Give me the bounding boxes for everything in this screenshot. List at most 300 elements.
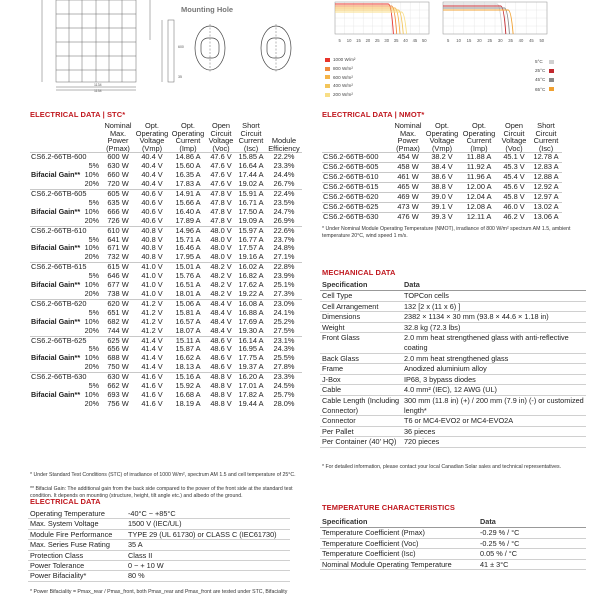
nmot-cell: 39.0 V bbox=[424, 193, 460, 203]
mech-spec: Frame bbox=[320, 364, 402, 375]
gain-percent: 5% bbox=[88, 161, 99, 171]
stc-gain-row bbox=[30, 400, 302, 409]
model-name: CS6.2-66TB-610 bbox=[30, 226, 102, 235]
temp-title: TEMPERATURE CHARACTERISTICS bbox=[322, 503, 455, 512]
stc-cell: 48.2 V bbox=[206, 263, 236, 272]
stc-cell: 600 W bbox=[102, 153, 134, 162]
nmot-cell: 45.8 V bbox=[498, 193, 530, 203]
mech-row bbox=[320, 301, 586, 312]
mech-value: T6 or MC4-EVO2 or MC4-EVO2A bbox=[402, 416, 586, 427]
side-profile-drawing bbox=[158, 18, 188, 88]
dim-label-width: 1134 bbox=[94, 83, 102, 87]
nmot-cell: 473 W bbox=[392, 202, 424, 212]
bifacial-gain-label: Bifacial Gain** bbox=[31, 206, 81, 216]
stc-cell: 17.95 A bbox=[175, 252, 201, 262]
nmot-cell: 465 W bbox=[392, 183, 424, 193]
elec-row bbox=[28, 529, 290, 539]
elec-spec: Max. Series Fuse Rating bbox=[28, 540, 126, 550]
stc-cell: 16.40 A bbox=[175, 206, 201, 216]
temp-row bbox=[320, 528, 586, 539]
stc-cell: 48.6 V bbox=[210, 344, 232, 354]
stc-cell: 41.6 V bbox=[141, 381, 163, 391]
stc-cell: 16.51 A bbox=[175, 280, 201, 290]
series-line bbox=[443, 4, 502, 34]
model-name: CS6.2-66TB-615 bbox=[30, 263, 102, 272]
mech-value: 300 mm (11.8 in) (+) / 200 mm (7.9 in) (-) or customized length* bbox=[402, 395, 586, 415]
stc-cell: 41.6 V bbox=[141, 389, 163, 399]
mech-value: 2.0 mm heat strengthened glass bbox=[402, 353, 586, 364]
tick-label: 5 bbox=[447, 38, 450, 43]
stc-cell: 23.9% bbox=[273, 271, 295, 281]
temp-col-data: Data bbox=[478, 516, 586, 528]
nmot-row bbox=[322, 153, 562, 163]
mech-row bbox=[320, 364, 586, 375]
nmot-cell: 38.4 V bbox=[424, 163, 460, 173]
mech-title: MECHANICAL DATA bbox=[322, 268, 396, 277]
stc-cell: 15.81 A bbox=[175, 307, 201, 317]
stc-cell: 671 W bbox=[107, 243, 129, 253]
nmot-cell: 12.00 A bbox=[460, 183, 498, 193]
gain-percent: 5% bbox=[88, 234, 99, 244]
stc-cell: 641 W bbox=[107, 234, 129, 244]
mounting-hole-label: Mounting Hole bbox=[181, 5, 234, 14]
mech-col-spec: Specification bbox=[320, 279, 402, 291]
elec-spec: Operating Temperature bbox=[28, 509, 126, 519]
tick-label: 20 bbox=[365, 38, 371, 43]
elec-title: ELECTRICAL DATA bbox=[30, 497, 101, 506]
stc-cell: 26.9% bbox=[273, 215, 295, 225]
stc-cell: 16.20 A bbox=[236, 373, 266, 382]
nmot-cell: 461 W bbox=[392, 173, 424, 183]
mech-row bbox=[320, 385, 586, 396]
nmot-header: Opt. Operating Current (Imp) bbox=[462, 121, 496, 153]
stc-cell: 651 W bbox=[107, 307, 129, 317]
stc-cell: 15.85 A bbox=[236, 153, 266, 162]
stc-cell: 16.35 A bbox=[175, 170, 201, 180]
stc-cell: 17.57 A bbox=[238, 243, 264, 253]
gain-percent: 20% bbox=[84, 288, 99, 298]
nmot-cell: 45.4 V bbox=[498, 173, 530, 183]
nmot-table-wrap bbox=[322, 122, 562, 222]
nmot-cell: 454 W bbox=[392, 153, 424, 163]
mech-value: 2.0 mm heat strengthened glass with anti-reflective coating bbox=[402, 333, 586, 353]
mech-row bbox=[320, 437, 586, 448]
bifacial-gain-label: Bifacial Gain** bbox=[31, 243, 81, 253]
tick-label: 40 bbox=[403, 38, 408, 43]
stc-cell: 40.8 V bbox=[134, 226, 170, 235]
temp-row bbox=[320, 549, 586, 560]
stc-table bbox=[30, 122, 302, 409]
stc-gain-row bbox=[30, 327, 302, 336]
stc-cell: 41.0 V bbox=[141, 288, 163, 298]
temp-value: 41 ± 3°C bbox=[478, 559, 586, 570]
stc-cell: 48.0 V bbox=[210, 234, 232, 244]
stc-table-wrap bbox=[30, 122, 302, 409]
mech-col-data: Data bbox=[402, 279, 586, 291]
stc-cell: 605 W bbox=[102, 190, 134, 199]
stc-cell: 15.87 A bbox=[175, 344, 201, 354]
mech-spec: Cell Arrangement bbox=[320, 301, 402, 312]
elec-value: 0 ~ + 10 W bbox=[126, 561, 290, 571]
stc-header: Nominal Max. Power (Pmax) bbox=[104, 121, 132, 153]
stc-cell: 48.4 V bbox=[210, 325, 232, 335]
legend-item: 25°C bbox=[535, 66, 557, 75]
mech-spec: J-Box bbox=[320, 374, 402, 385]
elec-row bbox=[28, 550, 290, 560]
iv-chart-temperature bbox=[441, 0, 551, 44]
gain-percent: 20% bbox=[84, 398, 99, 408]
stc-cell: 47.6 V bbox=[210, 179, 232, 189]
elec-value: Class II bbox=[126, 550, 290, 560]
stc-header: Open Circuit Voltage (Voc) bbox=[208, 121, 234, 153]
stc-cell: 720 W bbox=[107, 179, 129, 189]
stc-cell: 17.75 A bbox=[238, 353, 264, 363]
stc-cell: 40.6 V bbox=[141, 206, 163, 216]
stc-cell: 15.11 A bbox=[170, 336, 206, 345]
temp-spec: Nominal Module Operating Temperature bbox=[320, 559, 478, 570]
nmot-cell: 39.1 V bbox=[424, 202, 460, 212]
stc-cell: 646 W bbox=[107, 271, 129, 281]
stc-cell: 41.2 V bbox=[141, 307, 163, 317]
stc-cell: 17.44 A bbox=[238, 170, 264, 180]
mech-table bbox=[320, 279, 586, 448]
temp-value: -0.29 % / °C bbox=[478, 528, 586, 539]
bifacial-gain-label: Bifacial Gain** bbox=[31, 316, 81, 326]
elec-note: * Power Bifaciality = Pmax_rear / Pmax_front, both Pmax_rear and Pmax_front are tested under STC, Bifaciality bbox=[30, 589, 288, 595]
elec-spec: Power Bifaciality* bbox=[28, 571, 126, 581]
stc-cell: 47.8 V bbox=[210, 206, 232, 216]
nmot-cell: 12.92 A bbox=[530, 183, 562, 193]
model-name: CS6.2-66TB-600 bbox=[322, 153, 392, 163]
stc-cell: 15.76 A bbox=[175, 271, 201, 281]
nmot-row bbox=[322, 183, 562, 193]
tick-label: 30 bbox=[384, 38, 390, 43]
gain-percent: 10% bbox=[84, 353, 99, 363]
mech-value: 132 [2 x (11 x 6) ] bbox=[402, 301, 586, 312]
nmot-cell: 12.04 A bbox=[460, 193, 498, 203]
elec-spec: Module Fire Performance bbox=[28, 529, 126, 539]
model-name: CS6.2-66TB-600 bbox=[30, 153, 102, 162]
stc-cell: 48.4 V bbox=[206, 299, 236, 308]
stc-cell: 16.46 A bbox=[175, 243, 201, 253]
mech-row bbox=[320, 426, 586, 437]
stc-cell: 750 W bbox=[107, 362, 129, 372]
gain-percent: 10% bbox=[84, 243, 99, 253]
model-name: CS6.2-66TB-615 bbox=[322, 183, 392, 193]
stc-cell: 48.0 V bbox=[210, 252, 232, 262]
nmot-cell: 476 W bbox=[392, 212, 424, 221]
stc-header: Module Efficiency bbox=[268, 136, 300, 153]
stc-cell: 662 W bbox=[107, 381, 129, 391]
mounting-hole-drawing bbox=[190, 20, 302, 78]
bifacial-gain-label: Bifacial Gain** bbox=[31, 280, 81, 290]
dim-label-height: 600 bbox=[178, 45, 184, 49]
stc-cell: 27.8% bbox=[273, 362, 295, 372]
mech-spec: Weight bbox=[320, 322, 402, 333]
stc-cell: 48.0 V bbox=[210, 243, 232, 253]
stc-cell: 16.08 A bbox=[236, 299, 266, 308]
elec-row bbox=[28, 571, 290, 581]
temp-spec: Temperature Coefficient (Voc) bbox=[320, 538, 478, 549]
stc-cell: 48.0 V bbox=[206, 226, 236, 235]
nmot-cell: 13.02 A bbox=[530, 202, 562, 212]
stc-cell: 27.1% bbox=[273, 252, 295, 262]
nmot-row bbox=[322, 202, 562, 212]
nmot-cell: 11.88 A bbox=[460, 153, 498, 163]
stc-cell: 24.4% bbox=[273, 170, 295, 180]
nmot-cell: 12.97 A bbox=[530, 193, 562, 203]
gain-percent: 5% bbox=[88, 344, 99, 354]
stc-cell: 14.96 A bbox=[170, 226, 206, 235]
elec-spec: Power Tolerance bbox=[28, 561, 126, 571]
legend-item: 600 W/m² bbox=[325, 74, 355, 83]
mech-value: 2382 × 1134 × 30 mm (93.8 × 44.6 × 1.18 in) bbox=[402, 312, 586, 323]
elec-spec: Protection Class bbox=[28, 550, 126, 560]
stc-cell: 23.7% bbox=[273, 234, 295, 244]
stc-cell: 17.89 A bbox=[175, 215, 201, 225]
stc-cell: 16.14 A bbox=[236, 336, 266, 345]
stc-cell: 17.01 A bbox=[238, 381, 264, 391]
mech-row bbox=[320, 416, 586, 427]
mech-value: 36 pieces bbox=[402, 426, 586, 437]
model-name: CS6.2-66TB-625 bbox=[30, 336, 102, 345]
stc-cell: 16.62 A bbox=[175, 353, 201, 363]
stc-cell: 24.3% bbox=[273, 344, 295, 354]
stc-header: Short Circuit Current (Isc) bbox=[238, 121, 264, 153]
elec-value: 80 % bbox=[126, 571, 290, 581]
elec-value: TYPE 29 (UL 61730) or CLASS C (IEC61730) bbox=[126, 529, 290, 539]
stc-cell: 40.6 V bbox=[134, 190, 170, 199]
stc-cell: 41.0 V bbox=[141, 280, 163, 290]
stc-cell: 726 W bbox=[107, 215, 129, 225]
elec-value: 35 A bbox=[126, 540, 290, 550]
model-name: CS6.2-66TB-605 bbox=[30, 190, 102, 199]
stc-cell: 40.8 V bbox=[141, 252, 163, 262]
legend-item: 400 W/m² bbox=[325, 82, 355, 91]
mech-value: TOPCon cells bbox=[402, 291, 586, 302]
nmot-cell: 12.08 A bbox=[460, 202, 498, 212]
nmot-note: * Under Nominal Module Operating Temperature (NMOT), irradiance of 800 W/m² spectrum AM 1.5, ambient temperature 20°C, wind speed 1 m/s. bbox=[322, 226, 571, 239]
stc-cell: 41.4 V bbox=[141, 362, 163, 372]
gain-percent: 20% bbox=[84, 325, 99, 335]
stc-cell: 48.6 V bbox=[210, 362, 232, 372]
stc-cell: 14.91 A bbox=[170, 190, 206, 199]
dim-label-outer: 1134 bbox=[94, 89, 102, 92]
tick-label: 45 bbox=[529, 38, 534, 43]
tick-label: 25 bbox=[487, 38, 493, 43]
stc-cell: 16.77 A bbox=[238, 234, 264, 244]
stc-cell: 48.4 V bbox=[210, 316, 232, 326]
nmot-cell: 45.1 V bbox=[498, 153, 530, 163]
stc-cell: 15.97 A bbox=[236, 226, 266, 235]
gain-label bbox=[30, 290, 102, 299]
mech-note: * For detailed information, please contact your local Canadian Solar sales and technical representatives. bbox=[322, 464, 562, 470]
nmot-cell: 12.83 A bbox=[530, 163, 562, 173]
stc-cell: 610 W bbox=[102, 226, 134, 235]
stc-cell: 682 W bbox=[107, 316, 129, 326]
stc-cell: 16.71 A bbox=[238, 197, 264, 207]
stc-cell: 19.44 A bbox=[238, 398, 264, 408]
mech-row bbox=[320, 395, 586, 415]
stc-cell: 41.6 V bbox=[141, 398, 163, 408]
gain-percent: 10% bbox=[84, 316, 99, 326]
stc-cell: 16.02 A bbox=[236, 263, 266, 272]
nmot-cell: 38.2 V bbox=[424, 153, 460, 163]
gain-percent: 5% bbox=[88, 307, 99, 317]
bifacial-gain-label: Bifacial Gain** bbox=[31, 353, 81, 363]
stc-cell: 738 W bbox=[107, 288, 129, 298]
mech-row bbox=[320, 333, 586, 353]
nmot-row bbox=[322, 212, 562, 221]
stc-cell: 677 W bbox=[107, 280, 129, 290]
stc-cell: 40.8 V bbox=[141, 243, 163, 253]
tick-label: 10 bbox=[346, 38, 352, 43]
temp-row bbox=[320, 559, 586, 570]
nmot-cell: 46.0 V bbox=[498, 202, 530, 212]
stc-cell: 16.95 A bbox=[238, 344, 264, 354]
nmot-cell: 11.96 A bbox=[460, 173, 498, 183]
stc-cell: 40.6 V bbox=[141, 197, 163, 207]
mech-value: 4.0 mm² (IEC), 12 AWG (UL) bbox=[402, 385, 586, 396]
temp-table bbox=[320, 516, 586, 570]
stc-cell: 41.4 V bbox=[141, 344, 163, 354]
tick-label: 45 bbox=[412, 38, 418, 43]
stc-cell: 47.8 V bbox=[210, 197, 232, 207]
tick-label: 40 bbox=[518, 38, 524, 43]
nmot-cell: 38.8 V bbox=[424, 183, 460, 193]
gain-percent: 5% bbox=[88, 381, 99, 391]
stc-cell: 22.4% bbox=[266, 190, 302, 199]
temp-value: 0.05 % / °C bbox=[478, 549, 586, 560]
stc-cell: 17.83 A bbox=[175, 179, 201, 189]
stc-cell: 41.4 V bbox=[141, 353, 163, 363]
mech-row bbox=[320, 353, 586, 364]
nmot-header: Nominal Max. Power (Pmax) bbox=[394, 121, 422, 153]
stc-header: Opt. Operating Current (Imp) bbox=[171, 121, 205, 153]
stc-cell: 15.66 A bbox=[175, 197, 201, 207]
stc-cell: 40.4 V bbox=[141, 161, 163, 171]
nmot-cell: 11.92 A bbox=[460, 163, 498, 173]
stc-cell: 15.06 A bbox=[170, 299, 206, 308]
tick-label: 5 bbox=[338, 38, 341, 43]
mech-spec: Cable bbox=[320, 385, 402, 396]
stc-cell: 41.4 V bbox=[134, 336, 170, 345]
nmot-cell: 12.78 A bbox=[530, 153, 562, 163]
stc-cell: 28.0% bbox=[273, 398, 295, 408]
stc-cell: 25.1% bbox=[273, 280, 295, 290]
gain-percent: 10% bbox=[84, 389, 99, 399]
elec-value: 1500 V (IEC/UL) bbox=[126, 519, 290, 529]
nmot-row bbox=[322, 173, 562, 183]
stc-cell: 41.0 V bbox=[141, 271, 163, 281]
stc-cell: 17.50 A bbox=[238, 206, 264, 216]
stc-cell: 41.6 V bbox=[134, 373, 170, 382]
irradiance-legend bbox=[325, 56, 355, 100]
stc-cell: 666 W bbox=[107, 206, 129, 216]
stc-cell: 48.8 V bbox=[206, 373, 236, 382]
stc-header: Opt. Operating Voltage (Vmp) bbox=[135, 121, 169, 153]
stc-cell: 47.8 V bbox=[206, 190, 236, 199]
stc-cell: 47.6 V bbox=[210, 161, 232, 171]
stc-cell: 40.8 V bbox=[141, 234, 163, 244]
stc-cell: 40.6 V bbox=[141, 215, 163, 225]
model-name: CS6.2-66TB-620 bbox=[322, 193, 392, 203]
stc-cell: 630 W bbox=[107, 161, 129, 171]
stc-cell: 16.68 A bbox=[175, 389, 201, 399]
stc-cell: 23.0% bbox=[266, 299, 302, 308]
mech-value: Anodized aluminium alloy bbox=[402, 364, 586, 375]
stc-cell: 27.3% bbox=[273, 288, 295, 298]
stc-cell: 620 W bbox=[102, 299, 134, 308]
nmot-cell: 45.6 V bbox=[498, 183, 530, 193]
stc-cell: 18.07 A bbox=[175, 325, 201, 335]
nmot-cell: 46.2 V bbox=[498, 212, 530, 221]
stc-cell: 41.2 V bbox=[134, 299, 170, 308]
tick-label: 35 bbox=[508, 38, 513, 43]
stc-cell: 16.88 A bbox=[238, 307, 264, 317]
nmot-cell: 12.88 A bbox=[530, 173, 562, 183]
nmot-cell: 39.3 V bbox=[424, 212, 460, 221]
legend-item: 45°C bbox=[535, 75, 557, 84]
dim-label-thickness: 35 bbox=[178, 75, 182, 79]
stc-cell: 17.62 A bbox=[238, 280, 264, 290]
gain-percent: 20% bbox=[84, 252, 99, 262]
stc-cell: 615 W bbox=[102, 263, 134, 272]
stc-cell: 19.30 A bbox=[238, 325, 264, 335]
stc-cell: 15.91 A bbox=[236, 190, 266, 199]
mech-spec: Dimensions bbox=[320, 312, 402, 323]
stc-cell: 17.69 A bbox=[238, 316, 264, 326]
mech-row bbox=[320, 312, 586, 323]
panel-drawing bbox=[14, 0, 164, 92]
model-name: CS6.2-66TB-630 bbox=[30, 373, 102, 382]
stc-cell: 23.5% bbox=[273, 197, 295, 207]
stc-cell: 47.8 V bbox=[210, 215, 232, 225]
tick-label: 25 bbox=[374, 38, 380, 43]
stc-cell: 24.1% bbox=[273, 307, 295, 317]
tick-label: 35 bbox=[393, 38, 399, 43]
stc-cell: 19.16 A bbox=[238, 252, 264, 262]
stc-cell: 24.7% bbox=[273, 206, 295, 216]
elec-row bbox=[28, 519, 290, 529]
stc-cell: 25.5% bbox=[273, 353, 295, 363]
stc-cell: 732 W bbox=[107, 252, 129, 262]
nmot-cell: 38.6 V bbox=[424, 173, 460, 183]
stc-cell: 48.2 V bbox=[210, 280, 232, 290]
stc-cell: 48.2 V bbox=[210, 271, 232, 281]
gain-percent: 10% bbox=[84, 206, 99, 216]
gain-percent: 10% bbox=[84, 280, 99, 290]
stc-cell: 22.2% bbox=[266, 153, 302, 162]
stc-cell: 41.0 V bbox=[134, 263, 170, 272]
stc-cell: 18.19 A bbox=[175, 398, 201, 408]
stc-cell: 22.6% bbox=[266, 226, 302, 235]
stc-cell: 23.1% bbox=[266, 336, 302, 345]
tick-label: 15 bbox=[466, 38, 472, 43]
nmot-header: Open Circuit Voltage (Voc) bbox=[501, 121, 527, 153]
temp-col-spec: Specification bbox=[320, 516, 478, 528]
model-name: CS6.2-66TB-605 bbox=[322, 163, 392, 173]
elec-table bbox=[28, 509, 290, 582]
stc-note-2: ** Bifacial Gain: The additional gain from the back side compared to the power of the front side at the standard test condition. It depends on mounting (structure, height, tilt angle etc.) and albedo of the ground. bbox=[30, 486, 293, 499]
stc-cell: 41.2 V bbox=[141, 316, 163, 326]
mech-spec: Cell Type bbox=[320, 291, 402, 302]
elec-row bbox=[28, 509, 290, 519]
stc-cell: 19.37 A bbox=[238, 362, 264, 372]
nmot-header: Opt. Operating Voltage (Vmp) bbox=[425, 121, 459, 153]
elec-value: -40°C ~ +85°C bbox=[126, 509, 290, 519]
legend-item: 65°C bbox=[535, 85, 557, 94]
